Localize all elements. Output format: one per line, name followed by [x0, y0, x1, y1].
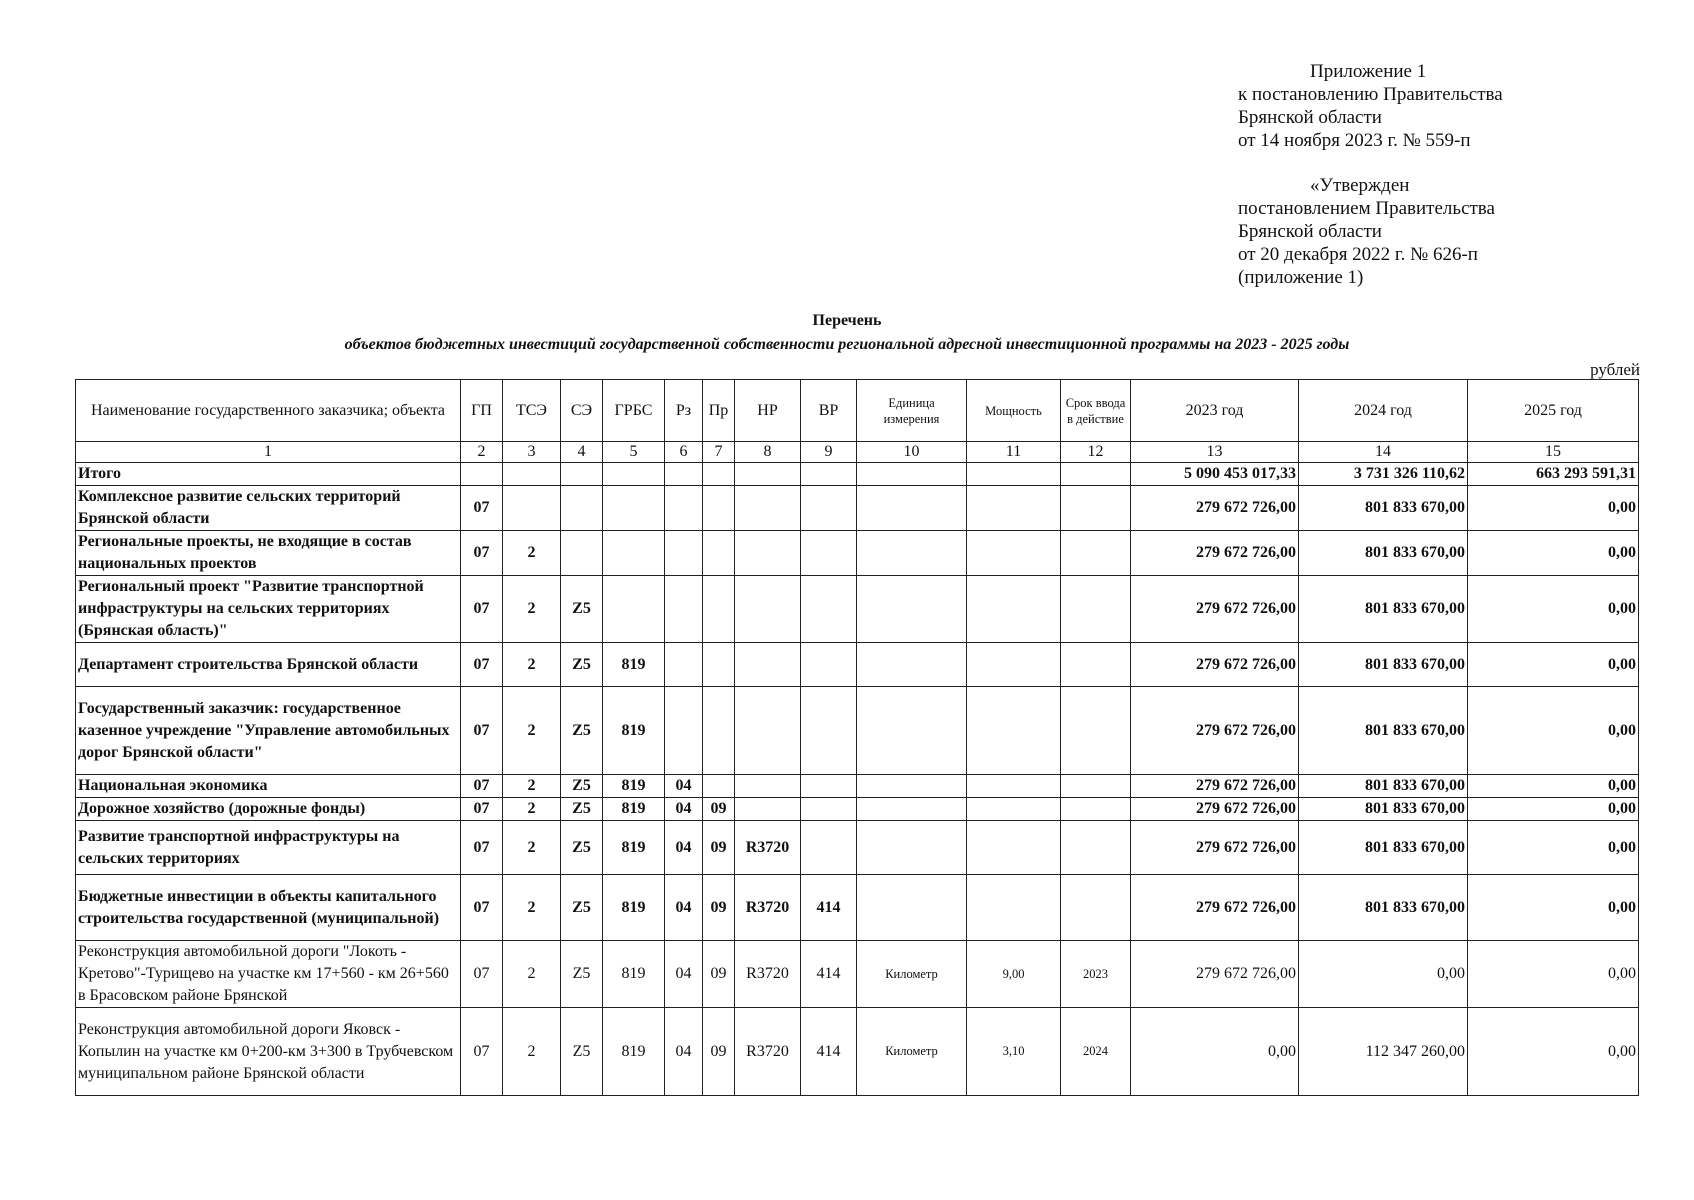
table-cell: [703, 531, 735, 576]
table-cell: 0,00: [1468, 531, 1639, 576]
table-cell: 07: [461, 1008, 503, 1096]
document-subtitle: объектов бюджетных инвестиций государственной собственности региональной адресной инвестиционной программы на 2023 - 2025 годы: [344, 336, 1350, 353]
table-cell: [561, 463, 603, 486]
table-cell: [735, 531, 801, 576]
table-cell: 07: [461, 576, 503, 643]
table-cell: 279 672 726,00: [1131, 941, 1299, 1008]
column-header: 2023 год: [1131, 380, 1299, 442]
table-row: [76, 775, 1639, 798]
table-cell: [561, 486, 603, 531]
table-row: [76, 821, 1639, 875]
table-cell: [1061, 576, 1131, 643]
table-cell: 2: [503, 798, 561, 821]
table-cell: 07: [461, 687, 503, 775]
table-cell: [967, 775, 1061, 798]
column-number: 5: [603, 442, 665, 463]
table-cell: [857, 821, 967, 875]
column-number: 6: [665, 442, 703, 463]
table-cell: 0,00: [1468, 821, 1639, 875]
table-cell: [967, 821, 1061, 875]
table-cell: 279 672 726,00: [1131, 775, 1299, 798]
table-cell: [857, 463, 967, 486]
table-cell: 07: [461, 875, 503, 941]
table-cell: [703, 775, 735, 798]
approved-line: Брянской области: [1238, 221, 1382, 242]
approved-line: от 20 декабря 2022 г. № 626-п: [1238, 244, 1478, 265]
table-cell: 279 672 726,00: [1131, 486, 1299, 531]
table-cell: 09: [703, 941, 735, 1008]
table-cell: 09: [703, 875, 735, 941]
table-cell: 0,00: [1468, 941, 1639, 1008]
row-name-cell: Реконструкция автомобильной дороги "Локоть - Кретово"-Турищево на участке км 17+560 - км 26+560 в Брасовском районе Брянской: [76, 941, 461, 1008]
table-cell: [801, 531, 857, 576]
row-name-cell: Комплексное развитие сельских территорий Брянской области: [76, 486, 461, 531]
table-cell: [801, 775, 857, 798]
row-name-cell: Государственный заказчик: государственное казенное учреждение "Управление автомобильных дорог Брянской области": [76, 687, 461, 775]
table-cell: 801 833 670,00: [1299, 687, 1468, 775]
units-label: рублей: [1590, 360, 1640, 379]
table-cell: [801, 687, 857, 775]
table-cell: [857, 798, 967, 821]
table-cell: [967, 463, 1061, 486]
table-cell: R3720: [735, 1008, 801, 1096]
table-cell: [801, 486, 857, 531]
table-cell: 2: [503, 643, 561, 687]
column-header: НР: [735, 380, 801, 442]
table-cell: 801 833 670,00: [1299, 875, 1468, 941]
table-cell: Z5: [561, 875, 603, 941]
table-cell: 2: [503, 1008, 561, 1096]
approved-line: «Утвержден: [1310, 175, 1410, 196]
table-row: [76, 531, 1639, 576]
table-cell: Z5: [561, 687, 603, 775]
table-cell: 279 672 726,00: [1131, 798, 1299, 821]
table-cell: [1061, 875, 1131, 941]
table-cell: [1061, 643, 1131, 687]
table-cell: [801, 463, 857, 486]
table-cell: [1061, 821, 1131, 875]
table-cell: [1061, 486, 1131, 531]
row-name-cell: Бюджетные инвестиции в объекты капитального строительства государственной (муниципальной): [76, 875, 461, 941]
investment-table: [75, 379, 1639, 1096]
table-cell: [735, 486, 801, 531]
table-cell: [603, 486, 665, 531]
table-row: [76, 798, 1639, 821]
approved-line: постановлением Правительства: [1238, 198, 1495, 219]
table-cell: [735, 798, 801, 821]
table-cell: 819: [603, 1008, 665, 1096]
table-cell: 09: [703, 1008, 735, 1096]
table-cell: [857, 531, 967, 576]
row-name-cell: Дорожное хозяйство (дорожные фонды): [76, 798, 461, 821]
table-cell: [967, 798, 1061, 821]
table-cell: 0,00: [1468, 576, 1639, 643]
table-cell: [603, 531, 665, 576]
table-cell: 04: [665, 875, 703, 941]
table-cell: Z5: [561, 643, 603, 687]
table-cell: [1061, 687, 1131, 775]
table-cell: [857, 643, 967, 687]
column-number: 8: [735, 442, 801, 463]
header-block: [1238, 60, 1658, 289]
table-cell: 04: [665, 821, 703, 875]
table-cell: 0,00: [1468, 798, 1639, 821]
table-cell: [967, 643, 1061, 687]
table-cell: 09: [703, 798, 735, 821]
row-name-cell: Региональные проекты, не входящие в состав национальных проектов: [76, 531, 461, 576]
column-header: 2025 год: [1468, 380, 1639, 442]
table-cell: 663 293 591,31: [1468, 463, 1639, 486]
table-cell: [561, 531, 603, 576]
table-cell: 2024: [1061, 1008, 1131, 1096]
table-row: [76, 687, 1639, 775]
table-cell: 04: [665, 798, 703, 821]
table-cell: 07: [461, 798, 503, 821]
table-cell: 04: [665, 775, 703, 798]
table-cell: 2: [503, 531, 561, 576]
table-cell: [735, 643, 801, 687]
table-cell: 0,00: [1468, 643, 1639, 687]
table-cell: Z5: [561, 775, 603, 798]
table-cell: 279 672 726,00: [1131, 643, 1299, 687]
table-cell: 0,00: [1468, 1008, 1639, 1096]
table-cell: 2: [503, 821, 561, 875]
column-header: ГП: [461, 380, 503, 442]
table-row: [76, 643, 1639, 687]
table-cell: [857, 875, 967, 941]
document-title: Перечень: [812, 312, 882, 329]
column-number-row: [76, 442, 1639, 463]
table-cell: R3720: [735, 875, 801, 941]
table-cell: [857, 687, 967, 775]
table-cell: 0,00: [1299, 941, 1468, 1008]
table-cell: 0,00: [1468, 687, 1639, 775]
table-cell: 279 672 726,00: [1131, 576, 1299, 643]
table-cell: 819: [603, 687, 665, 775]
column-number: 10: [857, 442, 967, 463]
table-cell: [703, 463, 735, 486]
table-cell: 414: [801, 941, 857, 1008]
table-cell: [1061, 775, 1131, 798]
table-row: [76, 941, 1639, 1008]
column-number: 3: [503, 442, 561, 463]
column-header: Рз: [665, 380, 703, 442]
table-cell: 414: [801, 1008, 857, 1096]
column-number: 2: [461, 442, 503, 463]
column-number: 1: [76, 442, 461, 463]
table-cell: 5 090 453 017,33: [1131, 463, 1299, 486]
table-row: [76, 463, 1639, 486]
appendix-line: Приложение 1: [1310, 61, 1427, 82]
row-name-cell: Развитие транспортной инфраструктуры на сельских территориях: [76, 821, 461, 875]
table-cell: [603, 576, 665, 643]
table-cell: 07: [461, 643, 503, 687]
table-cell: [703, 576, 735, 643]
column-header: ТСЭ: [503, 380, 561, 442]
table-cell: [967, 687, 1061, 775]
table-cell: [603, 463, 665, 486]
table-cell: [665, 531, 703, 576]
table-cell: 279 672 726,00: [1131, 875, 1299, 941]
table-cell: [967, 875, 1061, 941]
row-name-cell: Реконструкция автомобильной дороги Яковск - Копылин на участке км 0+200-км 3+300 в Трубчевском муниципальном районе Брянской области: [76, 1008, 461, 1096]
table-row: [76, 576, 1639, 643]
table-cell: [703, 643, 735, 687]
table-cell: R3720: [735, 941, 801, 1008]
column-header: СЭ: [561, 380, 603, 442]
table-cell: 819: [603, 941, 665, 1008]
table-cell: [1061, 798, 1131, 821]
table-cell: [735, 775, 801, 798]
table-cell: 09: [703, 821, 735, 875]
table-cell: 819: [603, 798, 665, 821]
column-number: 7: [703, 442, 735, 463]
table-cell: 3 731 326 110,62: [1299, 463, 1468, 486]
table-cell: 2: [503, 687, 561, 775]
column-number: 13: [1131, 442, 1299, 463]
table-cell: 0,00: [1468, 875, 1639, 941]
table-row: [76, 875, 1639, 941]
table-cell: 2: [503, 875, 561, 941]
table-cell: 279 672 726,00: [1131, 687, 1299, 775]
appendix-line: к постановлению Правительства: [1238, 84, 1503, 105]
table-cell: 3,10: [967, 1008, 1061, 1096]
table-cell: 279 672 726,00: [1131, 531, 1299, 576]
table-cell: 801 833 670,00: [1299, 576, 1468, 643]
table-cell: [665, 486, 703, 531]
table-cell: 801 833 670,00: [1299, 643, 1468, 687]
table-cell: 2: [503, 775, 561, 798]
table-cell: Километр: [857, 941, 967, 1008]
table-cell: 07: [461, 531, 503, 576]
table-cell: 819: [603, 643, 665, 687]
table-cell: [735, 687, 801, 775]
table-cell: Z5: [561, 941, 603, 1008]
row-name-cell: Итого: [76, 463, 461, 486]
appendix-line: от 14 ноября 2023 г. № 559-п: [1238, 130, 1471, 151]
column-header: Наименование государственного заказчика; объекта: [76, 380, 461, 442]
column-number: 4: [561, 442, 603, 463]
table-cell: [665, 643, 703, 687]
column-header: Мощность: [967, 380, 1061, 442]
table-cell: [801, 798, 857, 821]
table-header-row: [76, 380, 1639, 442]
table-cell: [857, 576, 967, 643]
table-cell: 819: [603, 775, 665, 798]
table-cell: Километр: [857, 1008, 967, 1096]
table-cell: [857, 775, 967, 798]
table-cell: 04: [665, 1008, 703, 1096]
table-cell: [665, 687, 703, 775]
column-header: ГРБС: [603, 380, 665, 442]
table-cell: [1061, 463, 1131, 486]
table-row: [76, 486, 1639, 531]
column-number: 14: [1299, 442, 1468, 463]
table-cell: 0,00: [1468, 775, 1639, 798]
table-cell: 801 833 670,00: [1299, 821, 1468, 875]
table-cell: [1061, 531, 1131, 576]
table-row: [76, 1008, 1639, 1096]
table-cell: 279 672 726,00: [1131, 821, 1299, 875]
table-cell: 07: [461, 821, 503, 875]
column-number: 9: [801, 442, 857, 463]
column-number: 12: [1061, 442, 1131, 463]
table-cell: R3720: [735, 821, 801, 875]
table-cell: Z5: [561, 821, 603, 875]
column-number: 15: [1468, 442, 1639, 463]
table-cell: 801 833 670,00: [1299, 531, 1468, 576]
table-cell: [857, 486, 967, 531]
row-name-cell: Национальная экономика: [76, 775, 461, 798]
table-cell: 2023: [1061, 941, 1131, 1008]
column-header: 2024 год: [1299, 380, 1468, 442]
table-cell: 07: [461, 486, 503, 531]
table-cell: 801 833 670,00: [1299, 486, 1468, 531]
table-cell: Z5: [561, 1008, 603, 1096]
table-cell: [665, 576, 703, 643]
table-cell: 2: [503, 941, 561, 1008]
approved-line: (приложение 1): [1238, 267, 1364, 288]
table-cell: 9,00: [967, 941, 1061, 1008]
table-cell: [503, 463, 561, 486]
table-cell: [967, 576, 1061, 643]
column-header: Срок ввода в действие: [1061, 380, 1131, 442]
table-cell: 07: [461, 775, 503, 798]
table-cell: [735, 576, 801, 643]
table-cell: 2: [503, 576, 561, 643]
table-cell: [735, 463, 801, 486]
table-cell: 07: [461, 941, 503, 1008]
table-cell: [801, 576, 857, 643]
column-header: Пр: [703, 380, 735, 442]
table-cell: [967, 486, 1061, 531]
row-name-cell: Департамент строительства Брянской области: [76, 643, 461, 687]
table-body: [76, 463, 1639, 1096]
table-cell: [801, 643, 857, 687]
table-cell: 0,00: [1131, 1008, 1299, 1096]
table-cell: 819: [603, 821, 665, 875]
column-number: 11: [967, 442, 1061, 463]
table-cell: 04: [665, 941, 703, 1008]
column-header: ВР: [801, 380, 857, 442]
table-cell: Z5: [561, 798, 603, 821]
table-cell: 819: [603, 875, 665, 941]
appendix-line: Брянской области: [1238, 107, 1382, 128]
table-cell: Z5: [561, 576, 603, 643]
table-cell: 0,00: [1468, 486, 1639, 531]
table-cell: 801 833 670,00: [1299, 775, 1468, 798]
table-cell: [967, 531, 1061, 576]
column-header: Единица измерения: [857, 380, 967, 442]
table-cell: 414: [801, 875, 857, 941]
table-cell: [665, 463, 703, 486]
table-cell: 112 347 260,00: [1299, 1008, 1468, 1096]
table-cell: [801, 821, 857, 875]
table-cell: [703, 486, 735, 531]
row-name-cell: Региональный проект "Развитие транспортной инфраструктуры на сельских территориях (Брянская область)": [76, 576, 461, 643]
table-cell: 801 833 670,00: [1299, 798, 1468, 821]
table-cell: [703, 687, 735, 775]
table-cell: [503, 486, 561, 531]
table-cell: [461, 463, 503, 486]
